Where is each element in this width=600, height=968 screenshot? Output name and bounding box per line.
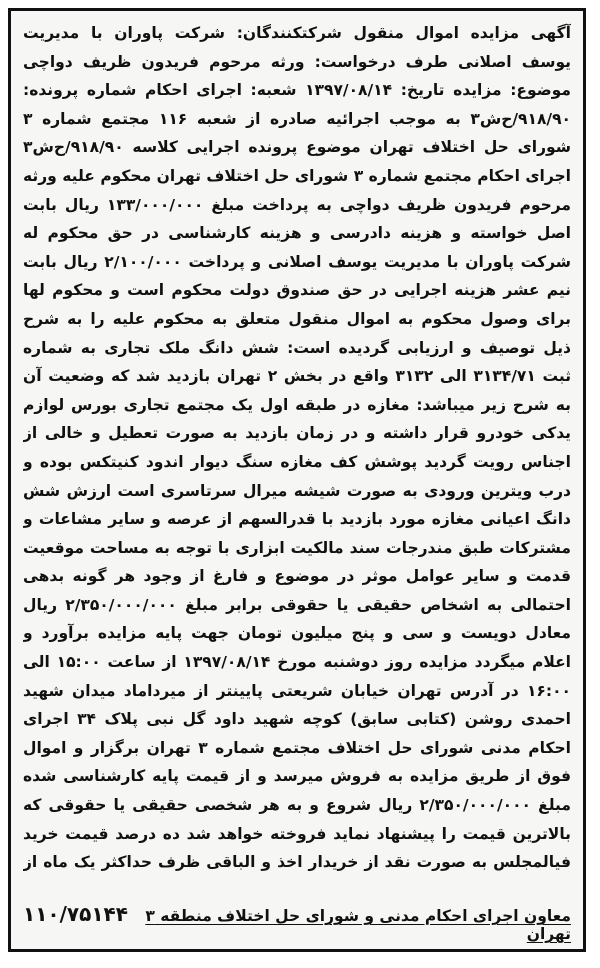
notice-body-text: آگهی مزایده اموال منقول شرکتکنندگان: شرکت پاوران با مدیریت یوسف اصلانی طرف درخواست: ورثه مرحوم فریدون ظریف دواچی موضوع: مزایده تاریخ: ۱۳۹۷/۰۸/۱۴ شعبه: اجرای احکام شماره پرونده: ۹۱۸/۹۰/ح‌ش۳ به موجب اجرائیه صادره از شعبه ۱۱۶ مجتمع شماره ۳ شورای حل اختلاف تهران موضوع پرونده اجرایی کلاسه ۹۱۸/۹۰/ح‌ش۳ اجرای احکام مجتمع شماره ۳ شورای حل اختلاف تهران محکوم علیه ورثه مرحوم فریدون ظریف دواچی به پرداخت مبلغ ۱۳۳/۰۰۰/۰۰۰ ریال بابت اصل خواسته و هزینه دادرسی و هزینه کارشناسی در حق محکوم له شرکت پاوران با مدیریت یوسف اصلانی و پرداخت ۲/۱۰۰/۰۰۰ ریال بابت نیم عشر هزینه اجرایی در حق صندوق دولت محکوم است و محکوم لها برای وصول محکوم به اموال منقول متعلق به محکوم علیه را به شرح ذیل توصیف و ارزیابی گردیده است: شش دانگ ملک تجاری به شماره ثبت ۳۱۳۴/۷۱ الی ۳۱۳۲ واقع در بخش ۲ تهران بازدید شد که وضعیت آن به شرح زیر میباشد: مغازه در طبقه اول یک مجتمع تجاری بورس لوازم یدکی خودرو قرار داشته و در زمان بازدید به صورت تعطیل و خالی از اجناس رویت گردید پوشش کف مغازه سنگ دیوار اندود کنیتکس بوده و درب ویترین ورودی به صورت شیشه میرال سرتاسری است ارزش شش دانگ اعیانی مغازه مورد بازدید با قدرالسهم از عرصه و سایر مشاعات و مشترکات طبق مندرجات سند مالکیت ابزاری با توجه به مساحت موقعیت قدمت و سایر عوامل موثر در موضوع و فارغ از وجود هر گونه بدهی احتمالی به اشخاص حقیقی یا حقوقی برابر مبلغ ۲/۳۵۰/۰۰۰/۰۰۰ ریال معادل دویست و سی و پنج میلیون تومان جهت پایه مزایده برآورد و اعلام میگردد مزایده روز دوشنبه مورخ ۱۳۹۷/۰۸/۱۴ از ساعت ۱۵:۰۰ الی ۱۶:۰۰ در آدرس تهران خیابان شریعتی پایینتر از میرداماد میدان شهید احمدی روشن (کتابی سابق) کوچه شهید داود گل نبی پلاک ۳۴ اجرای احکام مدنی شورای حل اختلاف مجتمع شماره ۳ تهران برگزار و اموال فوق از طریق مزایده به فروش میرسد و از قیمت پایه کارشناسی شده مبلغ ۲/۳۵۰/۰۰۰/۰۰۰ ریال شروع و به هر شخصی حقیقی یا حقوقی که بالاترین قیمت را پیشنهاد نماید فروخته خواهد شد ده درصد قیمت خرید فیالمجلس به صورت نقد از خریدار اخذ و الباقی ظرف حداکثر یک ماه از <box>23 24 571 872</box>
issuer-signature: معاون اجرای احکام مدنی و شورای حل اختلاف منطقه ۳ تهران <box>145 907 571 943</box>
auction-notice <box>8 8 586 952</box>
notice-footer <box>23 902 571 943</box>
reference-number: ۱۱۰/۷۵۱۴۴ <box>23 902 128 926</box>
